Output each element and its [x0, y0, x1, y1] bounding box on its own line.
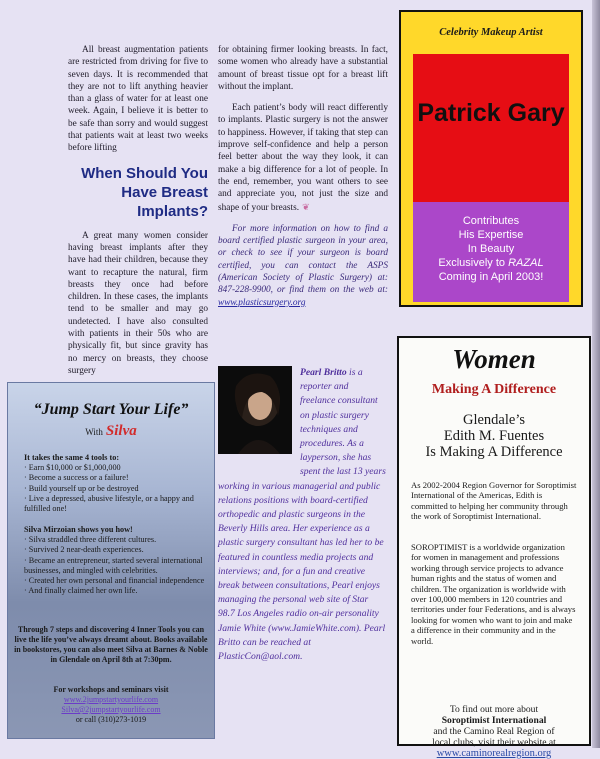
photo-spacer: [218, 366, 300, 466]
ad-women-paragraph: As 2002-2004 Region Governor for Soroptimist International of the Americas, Edith is committed to helping her community through the work of Soroptimist International.: [411, 480, 577, 522]
workshops-label: For workshops and seminars visit: [53, 685, 169, 694]
author-bio: [218, 366, 386, 664]
with-label: With: [85, 427, 103, 437]
list-item: · And finally claimed her own life.: [24, 586, 138, 596]
ad-women-subtitle: Making A Difference: [431, 382, 557, 397]
article-paragraph: All breast augmentation patients are restricted from driving for five to seven days. It is recommended that they are not to lift anything heavier than a glass of water for at least one week. Again, I believe it is better to be safe than sorry and would suggest that patients wait at least two weeks before lifting: [68, 45, 208, 154]
ad-silva-title: “Jump Start Your Life”: [33, 401, 189, 418]
article-paragraph: [218, 102, 388, 214]
promo-line: In Beauty: [467, 243, 515, 255]
tools-list: [24, 453, 210, 514]
page-edge: [592, 0, 600, 748]
razal-title: RAZAL: [508, 257, 544, 269]
promo-line: [413, 256, 569, 270]
list-item: · Become a success or a failure!: [24, 473, 129, 483]
ad-promo-text: [413, 214, 569, 284]
ad-women-heading: [399, 412, 589, 460]
article-column-1: [68, 44, 208, 386]
article-paragraph: A great many women consider having breast implants after they have had their children, because they want to recapture the natural, firm breasts they once had before children. In these cases, the implants tend to be smaller and may go undetected. I have also consulted with patients in their 50s who are physically fit, but since gravity has no mercy on breasts, they choose surgery: [68, 230, 208, 376]
ad-women-paragraph: SOROPTIMIST is a worldwide organization for women in management and professions working through service projects to advance human rights and the status of women and children. The organization is worldwide with over 100,000 members in 120 countries and territories under four Federations, and is always looking for women who want to join and make a difference in their community and in the world.: [411, 542, 576, 646]
more-info: [218, 223, 388, 309]
ad-tagline: Celebrity Makeup Artist: [439, 27, 543, 38]
promo-line: Coming in April 2003!: [438, 271, 544, 283]
article-column-2: [218, 44, 388, 318]
promo-line-text: Exclusively to: [438, 257, 509, 269]
ad-name-band: [413, 54, 569, 202]
tools-heading: It takes the same 4 tools to:: [24, 453, 120, 462]
find-line: local clubs, visit their website at: [432, 737, 556, 748]
article-paragraph-text: Each patient’s body will react differently to implants. Plastic surgery is not the answer to happiness. However, if taking that step can improve self-confidence and help a person feel better about the way they look, it can make a big difference for a lot of people. In the end, remember, you want others to see and appreciate you, not just the size and shape of your breasts.: [218, 103, 388, 213]
article-paragraph: for obtaining firmer looking breasts. In fact, some women who already have a substantial amount of breast tissue opt for a breast lift without the implant.: [218, 45, 388, 92]
list-item: · Live a depressed, abusive lifestyle, or a happy and fulfilled one!: [24, 493, 194, 514]
ad-name: Patrick Gary: [417, 99, 565, 127]
ad-women-find-more: [399, 704, 589, 759]
ad-promo-band: [413, 202, 569, 302]
camino-real-website-link[interactable]: www.caminorealregion.org: [436, 748, 552, 759]
heading-line: Edith M. Fuentes: [443, 428, 545, 444]
silva-name: Silva: [105, 423, 137, 439]
more-info-text: For more information on how to find a board certified plastic surgeon in your area, or check to see if your surgeon is board certified, you can contact the ASPS (American Society of Plastic Surgery) at: 847-228-9900, or find them on the web at:: [218, 223, 388, 296]
list-item: · Became an entrepreneur, started several international businesses, and mingled with celebrities.: [24, 555, 203, 575]
author-bio-text: is a reporter and freelance consultant on plastic surgery techniques and procedures. As a layperson, she has spent the last 13 years working in various managerial and public relations positions with board-certified orthopedic and plastic surgeons in the Beverly Hills area. Her experience as a plastic surgery consultant has led her to be featured in countless media projects and interviews; and, for a fun and creative break between consultations, Pearl enjoys managing the personal web site of Star 98.7 Los Angeles radio on-air personality Jamie White (www.JamieWhite.com). Pearl Britto can be reached at PlasticCon@aol.com.: [218, 367, 386, 663]
promo-line: Contributes: [462, 215, 520, 227]
ad-silva-with: [8, 423, 214, 440]
list-item: · Survived 2 near-death experiences.: [24, 545, 144, 555]
list-item: · Build yourself up or be destroyed: [24, 483, 139, 493]
heading-line: Glendale’s: [462, 412, 525, 428]
silva-email-link[interactable]: Silva@2jumpstartyourlife.com: [61, 705, 161, 714]
silva-website-link[interactable]: www.2jumpstartyourlife.com: [63, 695, 159, 704]
ad-women-making-difference: [397, 336, 591, 759]
ad-women-title: Women: [452, 344, 536, 374]
ad-jump-start: [7, 382, 215, 739]
shows-list: [24, 525, 210, 596]
ad-silva-details: Through 7 steps and discovering 4 Inner Tools you can live the life you’ve always dreamt about. Books available in bookstores, you can also meet Silva at Barnes & Noble in Glendale on April 8th at 7:30pm.: [14, 625, 208, 664]
find-line: and the Camino Real Region of: [433, 726, 555, 737]
find-line: To find out more about: [449, 704, 539, 715]
heading-line: Is Making A Difference: [425, 444, 563, 460]
promo-line: His Expertise: [458, 229, 524, 241]
ad-silva-contact: [14, 685, 208, 725]
list-item: · Earn $10,000 or $1,000,000: [24, 463, 121, 473]
asps-website-link[interactable]: www.plasticsurgery.org: [218, 297, 306, 308]
list-item: · Silva straddled three different cultures.: [24, 535, 157, 545]
article-heading: When Should You Have Breast Implants?: [81, 164, 208, 220]
heart-icon: ❦: [302, 201, 310, 212]
find-line: Soroptimist International: [441, 715, 547, 726]
author-name: Pearl Britto: [300, 367, 347, 378]
phone-text: or call (310)273-1019: [75, 715, 147, 724]
shows-heading: Silva Mirzoian shows you how!: [24, 525, 133, 534]
ad-patrick-gary: [399, 10, 583, 307]
list-item: · Created her own personal and financial independence: [24, 576, 205, 586]
